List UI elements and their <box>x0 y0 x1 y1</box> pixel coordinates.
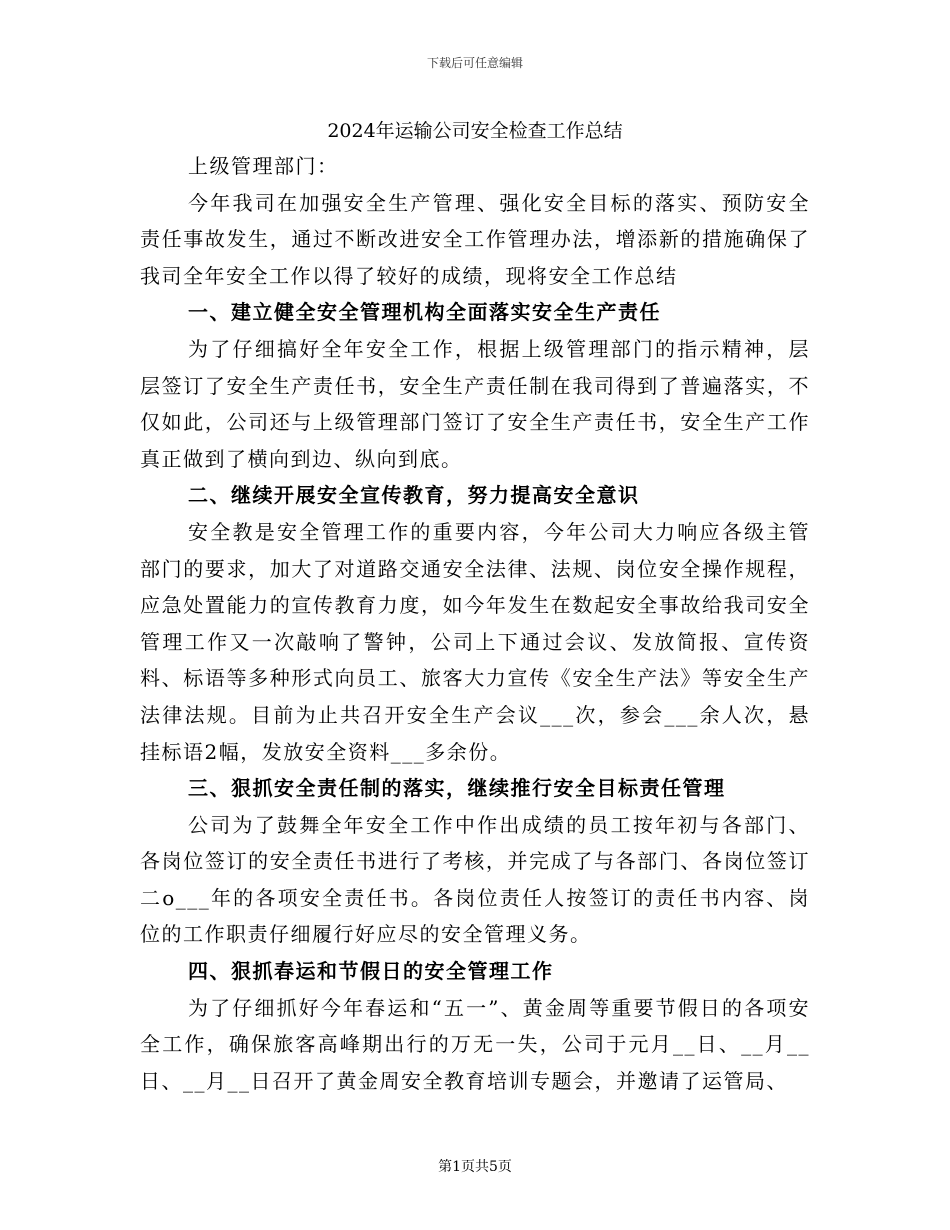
document-title: 2024年运输公司安全检查工作总结 <box>327 120 623 142</box>
section-body-4: 为了仔细抓好今年春运和“五一”、黄金周等重要节假日的各项安全工作，确保旅客高峰期出行的万无一失，公司于元月__日、__月__日、__月__日召开了黄金周安全教育培训专题会，并邀请了运管局、 <box>140 995 810 1093</box>
document-body <box>140 148 810 1099</box>
section-body-2: 安全教是安全管理工作的重要内容，今年公司大力响应各级主管部门的要求，加大了对道路交通安全法律、法规、岗位安全操作规程，应急处置能力的宣传教育力度，如今年发生在数起安全事故给我司安全管理工作又一次敲响了警钟，公司上下通过会议、发放简报、宣传资料、标语等多种形式向员工、旅客大力宣传《安全生产法》等安全生产法律法规。目前为止共召开安全生产会议___次，参会___余人次，悬挂标语2幅，发放安全资料___多余份。 <box>140 519 810 764</box>
header-note: 下载后可任意编辑 <box>426 56 523 70</box>
section-heading-1: 一、建立健全安全管理机构全面落实安全生产责任 <box>188 300 661 325</box>
section-heading-2: 二、继续开展安全宣传教育，努力提高安全意识 <box>188 483 640 508</box>
intro-paragraph: 今年我司在加强安全生产管理、强化安全目标的落实、预防安全责任事故发生，通过不断改进安全工作管理办法，增添新的措施确保了我司全年安全工作以得了较好的成绩，现将安全工作总结 <box>140 190 810 288</box>
section-heading-4: 四、狠抓春运和节假日的安全管理工作 <box>188 959 554 984</box>
salutation: 上级管理部门： <box>188 154 339 178</box>
section-body-1: 为了仔细搞好全年安全工作，根据上级管理部门的指示精神，层层签订了安全生产责任书，安全生产责任制在我司得到了普遍落实，不仅如此，公司还与上级管理部门签订了安全生产责任书，安全生产工作真正做到了横向到边、纵向到底。 <box>140 336 810 471</box>
section-heading-3: 三、狠抓安全责任制的落实，继续推行安全目标责任管理 <box>188 776 726 801</box>
page-number-footer: 第1页共5页 <box>438 1159 512 1175</box>
section-body-3: 公司为了鼓舞全年安全工作中作出成绩的员工按年初与各部门、各岗位签订的安全责任书进行了考核，并完成了与各部门、各岗位签订二o___年的各项安全责任书。各岗位责任人按签订的责任书内容、岗位的工作职责仔细履行好应尽的安全管理义务。 <box>140 812 810 947</box>
